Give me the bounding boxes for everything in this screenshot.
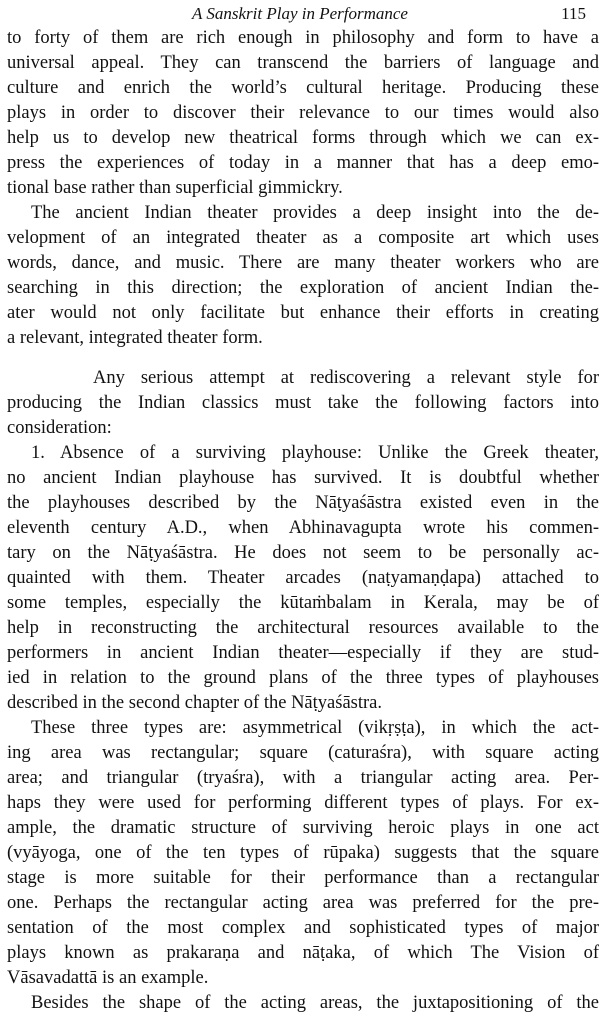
body-line: help us to develop new theatrical forms through which we can ex- [7,128,599,148]
body-line: sentation of the most complex and sophisticated types of major [7,918,599,938]
body-line: plays in order to discover their relevance to our times would also [7,103,599,123]
body-line: stage is more suitable for their performance than a rectangular [7,868,599,888]
body-line: ing area was rectangular; square (caturaśra), with square acting [7,743,599,763]
body-line: eleventh century A.D., when Abhinavagupta wrote his commen- [7,518,599,538]
running-title: A Sanskrit Play in Performance [192,4,408,23]
body-line: Vāsavadattā is an example. [7,968,209,988]
body-line: area; and triangular (tryaśra), with a triangular acting area. Per- [7,768,599,788]
body-line: The ancient Indian theater provides a deep insight into the de- [31,203,599,223]
body-line: searching in this direction; the exploration of ancient Indian the- [7,278,599,298]
body-line: tional base rather than superficial gimmickry. [7,178,343,198]
body-line: These three types are: asymmetrical (vikṛṣṭa), in which the act- [31,718,599,738]
body-line: described in the second chapter of the Nāṭyaśāstra. [7,693,382,713]
body-line: one. Perhaps the rectangular acting area was preferred for the pre- [7,893,599,913]
body-line: haps they were used for performing different types of plays. For ex- [7,793,599,813]
body-line: Any serious attempt at rediscovering a relevant style for [93,368,599,388]
body-line: performers in ancient Indian theater—especially if they are stud- [7,643,599,663]
body-line: quainted with them. Theater arcades (naṭyamaṇḍapa) attached to [7,568,599,588]
body-line: ied in relation to the ground plans of the three types of playhouses [7,668,599,688]
body-line: ater would not only facilitate but enhance their efforts in creating [7,303,599,323]
body-line: universal appeal. They can transcend the barriers of language and [7,53,599,73]
body-line: 1. Absence of a surviving playhouse: Unlike the Greek theater, [31,443,599,463]
body-line: producing the Indian classics must take the following factors into [7,393,599,413]
body-line: press the experiences of today in a manner that has a deep emo- [7,153,599,173]
body-line: a relevant, integrated theater form. [7,328,263,348]
body-line: some temples, especially the kūtaṁbalam in Kerala, may be of [7,593,599,613]
body-line: (vyāyoga, one of the ten types of rūpaka) suggests that the square [7,843,599,863]
body-line: ample, the dramatic structure of surviving heroic plays in one act [7,818,599,838]
body-line: culture and enrich the world’s cultural heritage. Producing these [7,78,599,98]
running-header [0,2,600,26]
body-line: help in reconstructing the architectural resources available to the [7,618,599,638]
body-line: consideration: [7,418,112,438]
body-line: plays known as prakaraṇa and nāṭaka, of which The Vision of [7,943,599,963]
body-line: no ancient Indian playhouse has survived. It is doubtful whether [7,468,599,488]
body-line: velopment of an integrated theater as a composite art which uses [7,228,599,248]
body-line: tary on the Nāṭyaśāstra. He does not seem to be personally ac- [7,543,599,563]
body-line: the playhouses described by the Nāṭyaśāstra existed even in the [7,493,599,513]
body-line: Besides the shape of the acting areas, the juxtapositioning of the [31,993,599,1013]
body-line: to forty of them are rich enough in philosophy and form to have a [7,28,599,48]
body-line: words, dance, and music. There are many theater workers who are [7,253,599,273]
page-number: 115 [561,4,586,23]
